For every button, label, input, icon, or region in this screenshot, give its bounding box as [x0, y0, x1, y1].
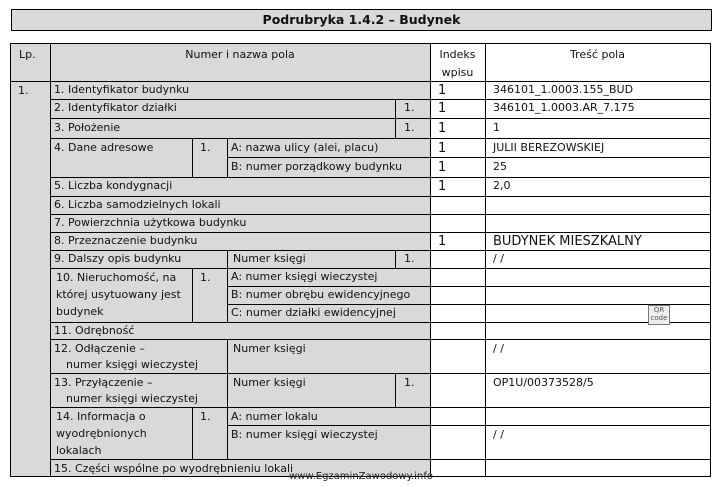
entry-index: 1: [438, 141, 447, 156]
field-name-line: 14. Informacja o: [56, 410, 146, 423]
entry-index: 1: [438, 234, 447, 249]
field-content: / /: [493, 428, 504, 441]
entry-index: 1: [438, 101, 447, 116]
field-name: 2. Identyfikator działki: [54, 101, 177, 114]
field-name-line: której usytuowany jest: [56, 288, 181, 301]
entry-number: 1.: [404, 252, 415, 265]
entry-number: 1.: [200, 271, 211, 284]
field-name: 6. Liczba samodzielnych lokali: [54, 198, 221, 211]
header-index-line1: Indeks: [439, 48, 476, 61]
entry-number: 1.: [404, 121, 415, 134]
footer-watermark: www.EgzaminZawodowy.info: [288, 471, 434, 482]
subsection-title: Podrubryka 1.4.2 – Budynek: [11, 9, 712, 31]
field-name-line: numer księgi wieczystej: [66, 392, 198, 405]
entry-index: 1: [438, 179, 447, 194]
subfield-label: Numer księgi: [233, 376, 306, 389]
subfield-label: B: numer księgi wieczystej: [231, 428, 378, 441]
entry-number: 1.: [200, 410, 211, 423]
field-content: 2,0: [493, 179, 511, 192]
field-content: 1: [493, 121, 500, 134]
subfield-label: C: numer działki ewidencyjnej: [231, 306, 396, 319]
field-name-line: numer księgi wieczystej: [66, 358, 198, 371]
field-name: 5. Liczba kondygnacji: [54, 179, 173, 192]
subfield-label: A: numer lokalu: [231, 410, 318, 423]
field-name-line: wyodrębnionych: [56, 427, 147, 440]
header-lp: Lp.: [19, 48, 36, 61]
field-content: 25: [493, 160, 507, 173]
field-content: JULII BEREZOWSKIEJ: [493, 141, 605, 154]
subfield-label: B: numer obrębu ewidencyjnego: [231, 288, 411, 301]
field-content: / /: [493, 252, 504, 265]
lp-value: 1.: [18, 84, 29, 97]
qr-code-label: QR code: [650, 306, 668, 322]
field-name: 7. Powierzchnia użytkowa budynku: [54, 216, 247, 229]
entry-index: 1: [438, 121, 447, 136]
field-name: 9. Dalszy opis budynku: [54, 252, 182, 265]
field-name: 1. Identyfikator budynku: [54, 83, 190, 96]
entry-number: 1.: [404, 376, 415, 389]
subfield-label: A: numer księgi wieczystej: [231, 270, 378, 283]
field-name: 8. Przeznaczenie budynku: [54, 234, 198, 247]
field-name-line: budynek: [56, 305, 104, 318]
field-content: OP1U/00373528/5: [493, 376, 594, 389]
field-name: 3. Położenie: [54, 121, 121, 134]
field-name-line: 12. Odłączenie –: [54, 342, 145, 355]
entry-index: 1: [438, 160, 447, 175]
field-name: 4. Dane adresowe: [54, 141, 154, 154]
field-content: 346101_1.0003.155_BUD: [493, 83, 634, 96]
field-name: 11. Odrębność: [54, 324, 135, 337]
field-name-line: lokalach: [56, 444, 102, 457]
field-content: BUDYNEK MIESZKALNY: [493, 234, 642, 249]
field-name-line: 13. Przyłączenie –: [54, 376, 153, 389]
header-index-line2: wpisu: [441, 66, 474, 79]
subfield-label: Numer księgi: [233, 252, 306, 265]
subfield-label: B: numer porządkowy budynku: [231, 160, 403, 173]
entry-index: 1: [438, 83, 447, 98]
subfield-label: Numer księgi: [233, 342, 306, 355]
header-content: Treść pola: [570, 48, 625, 61]
qr-code-image: [648, 305, 670, 325]
entry-number: 1.: [200, 141, 211, 154]
subfield-label: A: nazwa ulicy (alei, placu): [231, 141, 379, 154]
entry-number: 1.: [404, 101, 415, 114]
header-field-name: Numer i nazwa pola: [185, 48, 295, 61]
field-name: 15. Części wspólne po wyodrębnieniu lokali: [54, 462, 294, 475]
field-name-line: 10. Nieruchomość, na: [56, 271, 177, 284]
field-content: / /: [493, 342, 504, 355]
field-content: 346101_1.0003.AR_7.175: [493, 101, 635, 114]
